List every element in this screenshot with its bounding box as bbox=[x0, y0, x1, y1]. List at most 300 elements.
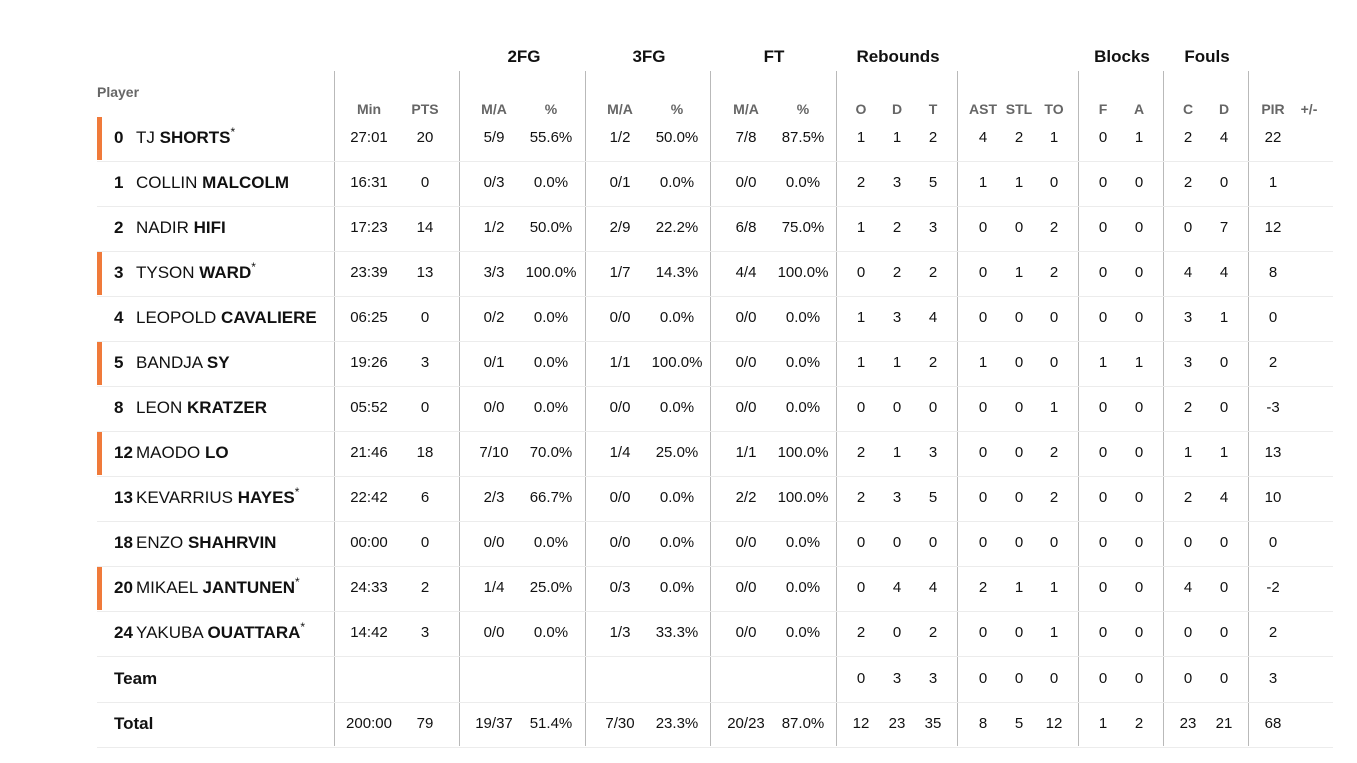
player-cell-min: 27:01 bbox=[350, 129, 388, 146]
player-cell-2fg-ma: 0/0 bbox=[483, 534, 505, 551]
starter-indicator bbox=[97, 342, 102, 385]
table-row bbox=[97, 251, 1333, 296]
player-cell-ft-ma: 0/0 bbox=[735, 354, 757, 371]
team-cell-3fg-ma bbox=[592, 657, 648, 702]
player-cell-reb-o: 2 bbox=[856, 174, 866, 191]
player-last-name: JANTUNEN bbox=[202, 578, 296, 597]
player-cell-foul-c: 2 bbox=[1183, 399, 1193, 416]
player-cell-ft-ma: 7/8 bbox=[735, 129, 757, 146]
player-last-name: CAVALIERE bbox=[221, 308, 317, 327]
player-cell-2fg-pct: 0.0% bbox=[533, 174, 569, 191]
player-cell-ft-ma: 0/0 bbox=[735, 174, 757, 191]
total-cell-ft-pct: 87.0% bbox=[781, 715, 825, 732]
player-cell-ast: 2 bbox=[978, 579, 988, 596]
player-last-name: WARD bbox=[199, 263, 252, 282]
player-cell-ft-pct: 0.0% bbox=[785, 624, 821, 641]
player-cell-ft-pct: 100.0% bbox=[777, 444, 829, 461]
player-cell-pts: 3 bbox=[420, 354, 430, 371]
player-first-name: LEON bbox=[136, 398, 183, 417]
player-cell-3fg-ma: 1/4 bbox=[609, 444, 631, 461]
player-last-name: KRATZER bbox=[187, 398, 267, 417]
total-cell-pts: 79 bbox=[416, 715, 434, 732]
group-header-blocks: Blocks bbox=[1094, 47, 1150, 66]
team-cell-pir: 3 bbox=[1268, 670, 1278, 687]
player-cell-reb-d: 3 bbox=[892, 309, 902, 326]
column-header-plus-minus[interactable]: +/- bbox=[1300, 101, 1318, 117]
team-cell-ft-ma bbox=[718, 657, 774, 702]
player-cell-reb-t: 3 bbox=[928, 444, 938, 461]
player-cell-ft-ma: 1/1 bbox=[735, 444, 757, 461]
total-cell-foul-c: 23 bbox=[1179, 715, 1197, 732]
player-cell-stl: 2 bbox=[1014, 129, 1024, 146]
player-cell-pir: 2 bbox=[1268, 624, 1278, 641]
player-last-name: LO bbox=[204, 443, 229, 462]
total-cell-2fg-ma: 19/37 bbox=[475, 715, 513, 732]
column-header-pts[interactable]: PTS bbox=[411, 101, 439, 117]
player-cell-reb-t: 0 bbox=[928, 399, 938, 416]
player-cell-plus-minus bbox=[1289, 161, 1329, 206]
player-cell-reb-d: 1 bbox=[892, 354, 902, 371]
player-cell-pir: -2 bbox=[1266, 579, 1280, 596]
player-cell-2fg-ma: 0/0 bbox=[483, 399, 505, 416]
player-cell-pir: 10 bbox=[1264, 489, 1282, 506]
player-cell-reb-o: 2 bbox=[856, 444, 866, 461]
player-name-link[interactable] bbox=[114, 251, 256, 296]
player-cell-3fg-pct: 100.0% bbox=[651, 354, 703, 371]
player-cell-reb-t: 4 bbox=[928, 309, 938, 326]
starter-indicator bbox=[97, 567, 102, 610]
player-cell-blk-f: 0 bbox=[1098, 219, 1108, 236]
player-name-link[interactable] bbox=[114, 116, 235, 161]
player-cell-blk-a: 0 bbox=[1134, 624, 1144, 641]
total-cell-blk-f: 1 bbox=[1098, 715, 1108, 732]
player-cell-foul-c: 3 bbox=[1183, 354, 1193, 371]
table-row bbox=[97, 566, 1333, 611]
player-cell-reb-d: 1 bbox=[892, 129, 902, 146]
player-cell-ast: 1 bbox=[978, 354, 988, 371]
player-cell-pir: 22 bbox=[1264, 129, 1282, 146]
player-name-link[interactable] bbox=[114, 386, 267, 431]
column-header-min[interactable]: Min bbox=[356, 101, 382, 117]
player-cell-to: 2 bbox=[1049, 489, 1059, 506]
player-cell-ft-pct: 87.5% bbox=[781, 129, 825, 146]
star-marker-icon: * bbox=[300, 620, 306, 634]
player-cell-foul-c: 2 bbox=[1183, 129, 1193, 146]
team-cell-reb-t: 3 bbox=[928, 670, 938, 687]
column-header-2fg-pct[interactable]: % bbox=[544, 101, 558, 117]
player-cell-ast: 0 bbox=[978, 624, 988, 641]
player-cell-reb-t: 5 bbox=[928, 174, 938, 191]
player-cell-2fg-ma: 1/2 bbox=[483, 219, 505, 236]
column-header-ft-ma[interactable]: M/A bbox=[733, 101, 759, 117]
column-header-ft-pct[interactable]: % bbox=[796, 101, 810, 117]
player-cell-3fg-ma: 2/9 bbox=[609, 219, 631, 236]
total-cell-ft-ma: 20/23 bbox=[727, 715, 765, 732]
player-name-link[interactable] bbox=[114, 611, 305, 656]
player-cell-reb-o: 0 bbox=[856, 264, 866, 281]
player-cell-2fg-pct: 55.6% bbox=[529, 129, 573, 146]
column-header-to[interactable]: TO bbox=[1044, 101, 1064, 117]
player-name-link[interactable] bbox=[114, 431, 229, 476]
player-last-name: HIFI bbox=[193, 218, 226, 237]
player-name-link[interactable] bbox=[114, 341, 230, 386]
team-cell-foul-c: 0 bbox=[1183, 670, 1193, 687]
player-number: 13 bbox=[114, 488, 133, 507]
player-cell-3fg-ma: 1/1 bbox=[609, 354, 631, 371]
player-cell-2fg-pct: 0.0% bbox=[533, 624, 569, 641]
player-cell-min: 24:33 bbox=[350, 579, 388, 596]
column-header-3fg-ma[interactable]: M/A bbox=[607, 101, 633, 117]
player-number: 8 bbox=[114, 398, 124, 417]
player-cell-foul-d: 4 bbox=[1219, 129, 1229, 146]
column-header-pir[interactable]: PIR bbox=[1261, 101, 1285, 117]
player-cell-foul-d: 7 bbox=[1219, 219, 1229, 236]
player-cell-pts: 0 bbox=[420, 309, 430, 326]
column-header-reb-o[interactable]: O bbox=[855, 101, 867, 117]
player-cell-reb-o: 2 bbox=[856, 624, 866, 641]
total-cell-ast: 8 bbox=[978, 715, 988, 732]
column-header-foul-c[interactable]: C bbox=[1182, 101, 1194, 117]
player-cell-ft-ma: 0/0 bbox=[735, 534, 757, 551]
player-cell-stl: 0 bbox=[1014, 399, 1024, 416]
player-cell-reb-o: 1 bbox=[856, 309, 866, 326]
player-cell-blk-a: 0 bbox=[1134, 174, 1144, 191]
player-cell-min: 19:26 bbox=[350, 354, 388, 371]
player-cell-ft-pct: 0.0% bbox=[785, 579, 821, 596]
player-cell-stl: 0 bbox=[1014, 534, 1024, 551]
total-row bbox=[97, 702, 1333, 747]
player-column-header[interactable]: Player bbox=[97, 84, 140, 100]
player-cell-pts: 20 bbox=[416, 129, 434, 146]
player-cell-blk-a: 0 bbox=[1134, 219, 1144, 236]
player-first-name: KEVARRIUS bbox=[136, 488, 233, 507]
player-name-link[interactable] bbox=[114, 206, 226, 251]
team-cell-plus-minus bbox=[1289, 657, 1329, 702]
player-cell-blk-a: 0 bbox=[1134, 534, 1144, 551]
player-cell-min: 14:42 bbox=[350, 624, 388, 641]
player-cell-plus-minus bbox=[1289, 341, 1329, 386]
player-cell-plus-minus bbox=[1289, 251, 1329, 296]
player-cell-min: 16:31 bbox=[350, 174, 388, 191]
player-cell-pir: 13 bbox=[1264, 444, 1282, 461]
player-cell-reb-d: 0 bbox=[892, 534, 902, 551]
column-header-foul-d[interactable]: D bbox=[1218, 101, 1230, 117]
table-row bbox=[97, 296, 1333, 341]
starter-indicator bbox=[97, 117, 102, 160]
player-cell-3fg-ma: 0/0 bbox=[609, 489, 631, 506]
player-cell-pts: 0 bbox=[420, 174, 430, 191]
player-cell-to: 0 bbox=[1049, 309, 1059, 326]
player-cell-plus-minus bbox=[1289, 386, 1329, 431]
player-cell-foul-d: 0 bbox=[1219, 534, 1229, 551]
player-cell-reb-t: 2 bbox=[928, 264, 938, 281]
group-header-fouls: Fouls bbox=[1184, 47, 1230, 66]
player-cell-foul-c: 0 bbox=[1183, 534, 1193, 551]
player-cell-2fg-ma: 1/4 bbox=[483, 579, 505, 596]
player-cell-blk-f: 0 bbox=[1098, 129, 1108, 146]
player-cell-3fg-ma: 0/1 bbox=[609, 174, 631, 191]
player-cell-reb-o: 0 bbox=[856, 579, 866, 596]
table-row bbox=[97, 611, 1333, 656]
player-cell-blk-a: 1 bbox=[1134, 354, 1144, 371]
player-cell-ast: 1 bbox=[978, 174, 988, 191]
player-cell-2fg-ma: 0/2 bbox=[483, 309, 505, 326]
group-header-rebounds: Rebounds bbox=[856, 47, 940, 66]
player-cell-blk-a: 0 bbox=[1134, 309, 1144, 326]
player-first-name: LEOPOLD bbox=[136, 308, 217, 327]
total-cell-plus-minus bbox=[1289, 702, 1329, 747]
total-cell-reb-t: 35 bbox=[924, 715, 942, 732]
player-cell-reb-o: 1 bbox=[856, 354, 866, 371]
player-cell-stl: 0 bbox=[1014, 219, 1024, 236]
player-cell-pts: 13 bbox=[416, 264, 434, 281]
table-row bbox=[97, 116, 1333, 161]
player-cell-pts: 0 bbox=[420, 399, 430, 416]
total-label: Total bbox=[114, 714, 154, 733]
column-header-3fg-pct[interactable]: % bbox=[670, 101, 684, 117]
player-cell-reb-d: 4 bbox=[892, 579, 902, 596]
column-header-reb-d[interactable]: D bbox=[891, 101, 903, 117]
player-cell-blk-f: 0 bbox=[1098, 309, 1108, 326]
team-cell-blk-f: 0 bbox=[1098, 670, 1108, 687]
team-cell-to: 0 bbox=[1049, 670, 1059, 687]
player-cell-foul-d: 1 bbox=[1219, 309, 1229, 326]
player-cell-pir: 12 bbox=[1264, 219, 1282, 236]
group-header-ft: FT bbox=[763, 47, 785, 66]
player-cell-foul-c: 3 bbox=[1183, 309, 1193, 326]
player-cell-2fg-pct: 0.0% bbox=[533, 399, 569, 416]
player-cell-min: 00:00 bbox=[350, 534, 388, 551]
team-cell-foul-d: 0 bbox=[1219, 670, 1229, 687]
column-header-ast[interactable]: AST bbox=[969, 101, 997, 117]
player-cell-stl: 1 bbox=[1014, 174, 1024, 191]
player-first-name: TYSON bbox=[136, 263, 195, 282]
player-cell-blk-f: 0 bbox=[1098, 444, 1108, 461]
player-cell-3fg-pct: 50.0% bbox=[655, 129, 699, 146]
player-cell-min: 21:46 bbox=[350, 444, 388, 461]
player-cell-2fg-pct: 100.0% bbox=[525, 264, 577, 281]
player-name-link[interactable] bbox=[114, 476, 299, 521]
player-cell-ft-ma: 2/2 bbox=[735, 489, 757, 506]
player-cell-reb-o: 0 bbox=[856, 399, 866, 416]
team-cell-2fg-pct bbox=[523, 657, 579, 702]
player-number: 12 bbox=[114, 443, 133, 462]
player-cell-plus-minus bbox=[1289, 296, 1329, 341]
player-cell-ft-pct: 75.0% bbox=[781, 219, 825, 236]
player-cell-2fg-ma: 2/3 bbox=[483, 489, 505, 506]
total-cell-blk-a: 2 bbox=[1134, 715, 1144, 732]
player-cell-stl: 0 bbox=[1014, 309, 1024, 326]
player-first-name: NADIR bbox=[136, 218, 189, 237]
team-cell-3fg-pct bbox=[647, 657, 707, 702]
team-label: Team bbox=[114, 669, 158, 688]
player-cell-to: 1 bbox=[1049, 579, 1059, 596]
player-cell-blk-f: 0 bbox=[1098, 174, 1108, 191]
team-cell-2fg-ma bbox=[466, 657, 522, 702]
player-cell-pir: 0 bbox=[1268, 534, 1278, 551]
player-cell-plus-minus bbox=[1289, 206, 1329, 251]
player-cell-ast: 0 bbox=[978, 489, 988, 506]
player-cell-ft-pct: 0.0% bbox=[785, 174, 821, 191]
player-cell-3fg-pct: 0.0% bbox=[659, 489, 695, 506]
total-cell-pir: 68 bbox=[1264, 715, 1282, 732]
player-cell-3fg-ma: 1/3 bbox=[609, 624, 631, 641]
player-cell-reb-d: 3 bbox=[892, 489, 902, 506]
player-cell-foul-d: 0 bbox=[1219, 174, 1229, 191]
team-cell-blk-a: 0 bbox=[1134, 670, 1144, 687]
player-first-name: YAKUBA bbox=[136, 623, 203, 642]
player-cell-to: 1 bbox=[1049, 624, 1059, 641]
star-marker-icon: * bbox=[294, 485, 300, 499]
player-number: 18 bbox=[114, 533, 133, 552]
column-header-blk-a[interactable]: A bbox=[1133, 101, 1145, 117]
player-cell-ft-pct: 0.0% bbox=[785, 534, 821, 551]
player-cell-ft-pct: 0.0% bbox=[785, 309, 821, 326]
player-cell-foul-d: 4 bbox=[1219, 489, 1229, 506]
player-cell-reb-o: 2 bbox=[856, 489, 866, 506]
player-cell-3fg-pct: 0.0% bbox=[659, 174, 695, 191]
player-cell-foul-d: 0 bbox=[1219, 624, 1229, 641]
player-cell-foul-c: 4 bbox=[1183, 579, 1193, 596]
player-cell-blk-a: 0 bbox=[1134, 399, 1144, 416]
star-marker-icon: * bbox=[230, 125, 236, 139]
player-cell-3fg-pct: 0.0% bbox=[659, 309, 695, 326]
team-cell-ast: 0 bbox=[978, 670, 988, 687]
player-cell-reb-t: 0 bbox=[928, 534, 938, 551]
player-cell-stl: 0 bbox=[1014, 489, 1024, 506]
player-cell-3fg-pct: 14.3% bbox=[655, 264, 699, 281]
player-cell-reb-t: 3 bbox=[928, 219, 938, 236]
star-marker-icon: * bbox=[251, 260, 256, 274]
player-cell-plus-minus bbox=[1289, 611, 1329, 656]
player-cell-reb-t: 2 bbox=[928, 354, 938, 371]
player-cell-ft-ma: 0/0 bbox=[735, 579, 757, 596]
player-cell-stl: 0 bbox=[1014, 444, 1024, 461]
player-number: 2 bbox=[114, 218, 124, 237]
player-cell-to: 0 bbox=[1049, 534, 1059, 551]
player-cell-ft-ma: 4/4 bbox=[735, 264, 757, 281]
player-cell-ft-pct: 100.0% bbox=[777, 264, 829, 281]
player-cell-blk-f: 0 bbox=[1098, 579, 1108, 596]
player-cell-foul-c: 0 bbox=[1183, 624, 1193, 641]
player-cell-3fg-pct: 22.2% bbox=[655, 219, 699, 236]
player-cell-foul-c: 2 bbox=[1183, 174, 1193, 191]
player-name-link[interactable] bbox=[114, 521, 276, 566]
player-cell-ft-ma: 6/8 bbox=[735, 219, 757, 236]
player-cell-ast: 4 bbox=[978, 129, 988, 146]
player-cell-blk-f: 1 bbox=[1098, 354, 1108, 371]
player-cell-2fg-pct: 0.0% bbox=[533, 534, 569, 551]
player-cell-to: 0 bbox=[1049, 174, 1059, 191]
player-cell-foul-d: 0 bbox=[1219, 399, 1229, 416]
player-cell-blk-a: 0 bbox=[1134, 264, 1144, 281]
player-cell-3fg-ma: 0/0 bbox=[609, 309, 631, 326]
player-cell-ast: 0 bbox=[978, 219, 988, 236]
player-cell-reb-t: 2 bbox=[928, 129, 938, 146]
player-cell-stl: 1 bbox=[1014, 579, 1024, 596]
player-cell-min: 22:42 bbox=[350, 489, 388, 506]
player-cell-plus-minus bbox=[1289, 521, 1329, 566]
player-cell-3fg-pct: 25.0% bbox=[655, 444, 699, 461]
player-number: 3 bbox=[114, 263, 124, 282]
total-cell-2fg-pct: 51.4% bbox=[529, 715, 573, 732]
player-cell-reb-t: 2 bbox=[928, 624, 938, 641]
starter-indicator bbox=[97, 252, 102, 295]
team-cell-reb-o: 0 bbox=[856, 670, 866, 687]
table-row bbox=[97, 341, 1333, 386]
player-cell-2fg-pct: 0.0% bbox=[533, 309, 569, 326]
player-cell-plus-minus bbox=[1289, 566, 1329, 611]
player-cell-pts: 2 bbox=[420, 579, 430, 596]
player-cell-pts: 18 bbox=[416, 444, 434, 461]
total-cell-reb-o: 12 bbox=[852, 715, 870, 732]
player-cell-blk-a: 0 bbox=[1134, 579, 1144, 596]
player-cell-to: 1 bbox=[1049, 129, 1059, 146]
player-cell-plus-minus bbox=[1289, 431, 1329, 476]
player-first-name: COLLIN bbox=[136, 173, 198, 192]
player-cell-reb-t: 4 bbox=[928, 579, 938, 596]
player-cell-3fg-ma: 0/0 bbox=[609, 534, 631, 551]
player-cell-ft-pct: 0.0% bbox=[785, 399, 821, 416]
player-cell-reb-o: 1 bbox=[856, 219, 866, 236]
player-cell-ft-ma: 0/0 bbox=[735, 399, 757, 416]
total-cell-reb-d: 23 bbox=[888, 715, 906, 732]
player-cell-reb-d: 2 bbox=[892, 264, 902, 281]
column-header-blk-f[interactable]: F bbox=[1098, 101, 1108, 117]
player-cell-2fg-pct: 25.0% bbox=[529, 579, 573, 596]
total-cell-3fg-pct: 23.3% bbox=[655, 715, 699, 732]
player-cell-pts: 0 bbox=[420, 534, 430, 551]
column-header-2fg-ma[interactable]: M/A bbox=[481, 101, 507, 117]
player-cell-ast: 0 bbox=[978, 309, 988, 326]
player-name-link[interactable] bbox=[114, 161, 289, 206]
player-name-link[interactable] bbox=[114, 566, 300, 611]
table-row bbox=[97, 206, 1333, 251]
player-cell-reb-d: 2 bbox=[892, 219, 902, 236]
player-cell-to: 1 bbox=[1049, 399, 1059, 416]
player-first-name: TJ bbox=[136, 128, 155, 147]
team-cell-ft-pct bbox=[773, 657, 833, 702]
total-cell-min: 200:00 bbox=[346, 715, 392, 732]
player-cell-pir: 1 bbox=[1268, 174, 1278, 191]
player-cell-pts: 14 bbox=[416, 219, 434, 236]
player-cell-reb-d: 0 bbox=[892, 624, 902, 641]
player-cell-2fg-pct: 0.0% bbox=[533, 354, 569, 371]
player-cell-blk-f: 0 bbox=[1098, 534, 1108, 551]
player-cell-pir: -3 bbox=[1266, 399, 1280, 416]
player-cell-stl: 1 bbox=[1014, 264, 1024, 281]
player-cell-foul-d: 0 bbox=[1219, 579, 1229, 596]
player-cell-3fg-pct: 0.0% bbox=[659, 399, 695, 416]
player-last-name: SHAHRVIN bbox=[187, 533, 277, 552]
player-first-name: ENZO bbox=[136, 533, 184, 552]
player-cell-blk-f: 0 bbox=[1098, 624, 1108, 641]
player-last-name: HAYES bbox=[237, 488, 295, 507]
player-cell-3fg-ma: 0/3 bbox=[609, 579, 631, 596]
column-header-reb-t[interactable]: T bbox=[928, 101, 938, 117]
player-cell-reb-o: 0 bbox=[856, 534, 866, 551]
player-name-link[interactable] bbox=[114, 296, 317, 341]
player-cell-foul-c: 1 bbox=[1183, 444, 1193, 461]
player-cell-reb-o: 1 bbox=[856, 129, 866, 146]
column-header-stl[interactable]: STL bbox=[1005, 101, 1033, 117]
player-cell-pts: 3 bbox=[420, 624, 430, 641]
player-cell-stl: 0 bbox=[1014, 354, 1024, 371]
player-cell-to: 2 bbox=[1049, 219, 1059, 236]
player-cell-pir: 2 bbox=[1268, 354, 1278, 371]
player-cell-ast: 0 bbox=[978, 534, 988, 551]
player-number: 4 bbox=[114, 308, 124, 327]
